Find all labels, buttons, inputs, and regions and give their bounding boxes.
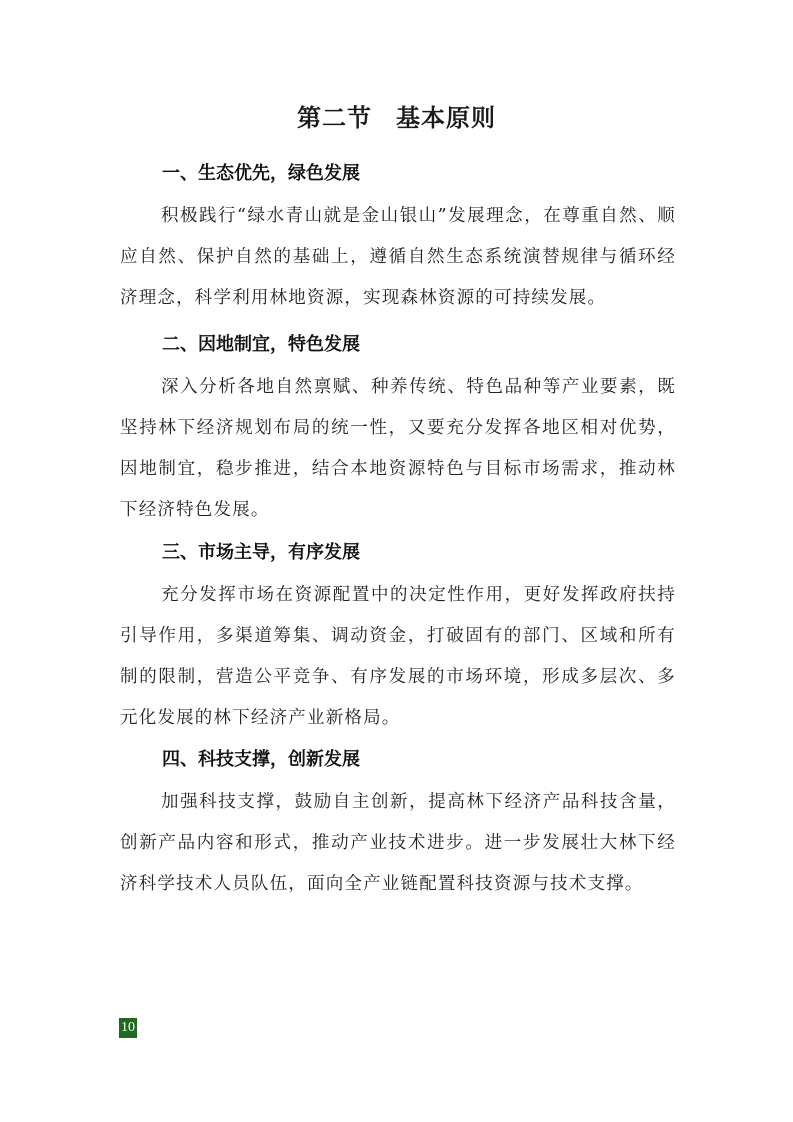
principle-paragraph: 积极践行“绿水青山就是金山银山”发展理念，在尊重自然、顺应自然、保护自然的基础上，遵循自然生态系统演替规律与循环经济理念，科学利用林地资源，实现森林资源的可持续发展。 xyxy=(120,206,676,308)
principle-3 xyxy=(120,539,676,739)
principle-4 xyxy=(120,746,676,905)
principle-heading: 一、生态优先，绿色发展 xyxy=(162,163,360,184)
principle-heading: 二、因地制宜，特色发展 xyxy=(162,334,360,355)
principle-paragraph: 加强科技支撑，鼓励自主创新，提高林下经济产品科技含量，创新产品内容和形式，推动产业技术进步。进一步发展壮大林下经济科学技术人员队伍，面向全产业链配置科技资源与技术支撑。 xyxy=(120,792,676,894)
principle-heading: 三、市场主导，有序发展 xyxy=(162,542,360,563)
principle-heading: 四、科技支撑，创新发展 xyxy=(162,749,360,770)
section-title xyxy=(0,100,793,136)
principle-1 xyxy=(120,160,676,319)
section-title-text: 基本原则 xyxy=(396,104,496,132)
principle-2 xyxy=(120,331,676,531)
principle-paragraph: 深入分析各地自然禀赋、种养传统、特色品种等产业要素，既坚持林下经济规划布局的统一性，又要充分发挥各地区相对优势，因地制宜，稳步推进，结合本地资源特色与目标市场需求，推动林下经济特色发展。 xyxy=(120,377,676,520)
page-number: 10 xyxy=(119,1018,137,1038)
section-label: 第二节 xyxy=(297,104,372,132)
principle-paragraph: 充分发挥市场在资源配置中的决定性作用，更好发挥政府扶持引导作用，多渠道筹集、调动资金，打破固有的部门、区域和所有制的限制，营造公平竞争、有序发展的市场环境，形成多层次、多元化发展的林下经济产业新格局。 xyxy=(120,585,676,728)
